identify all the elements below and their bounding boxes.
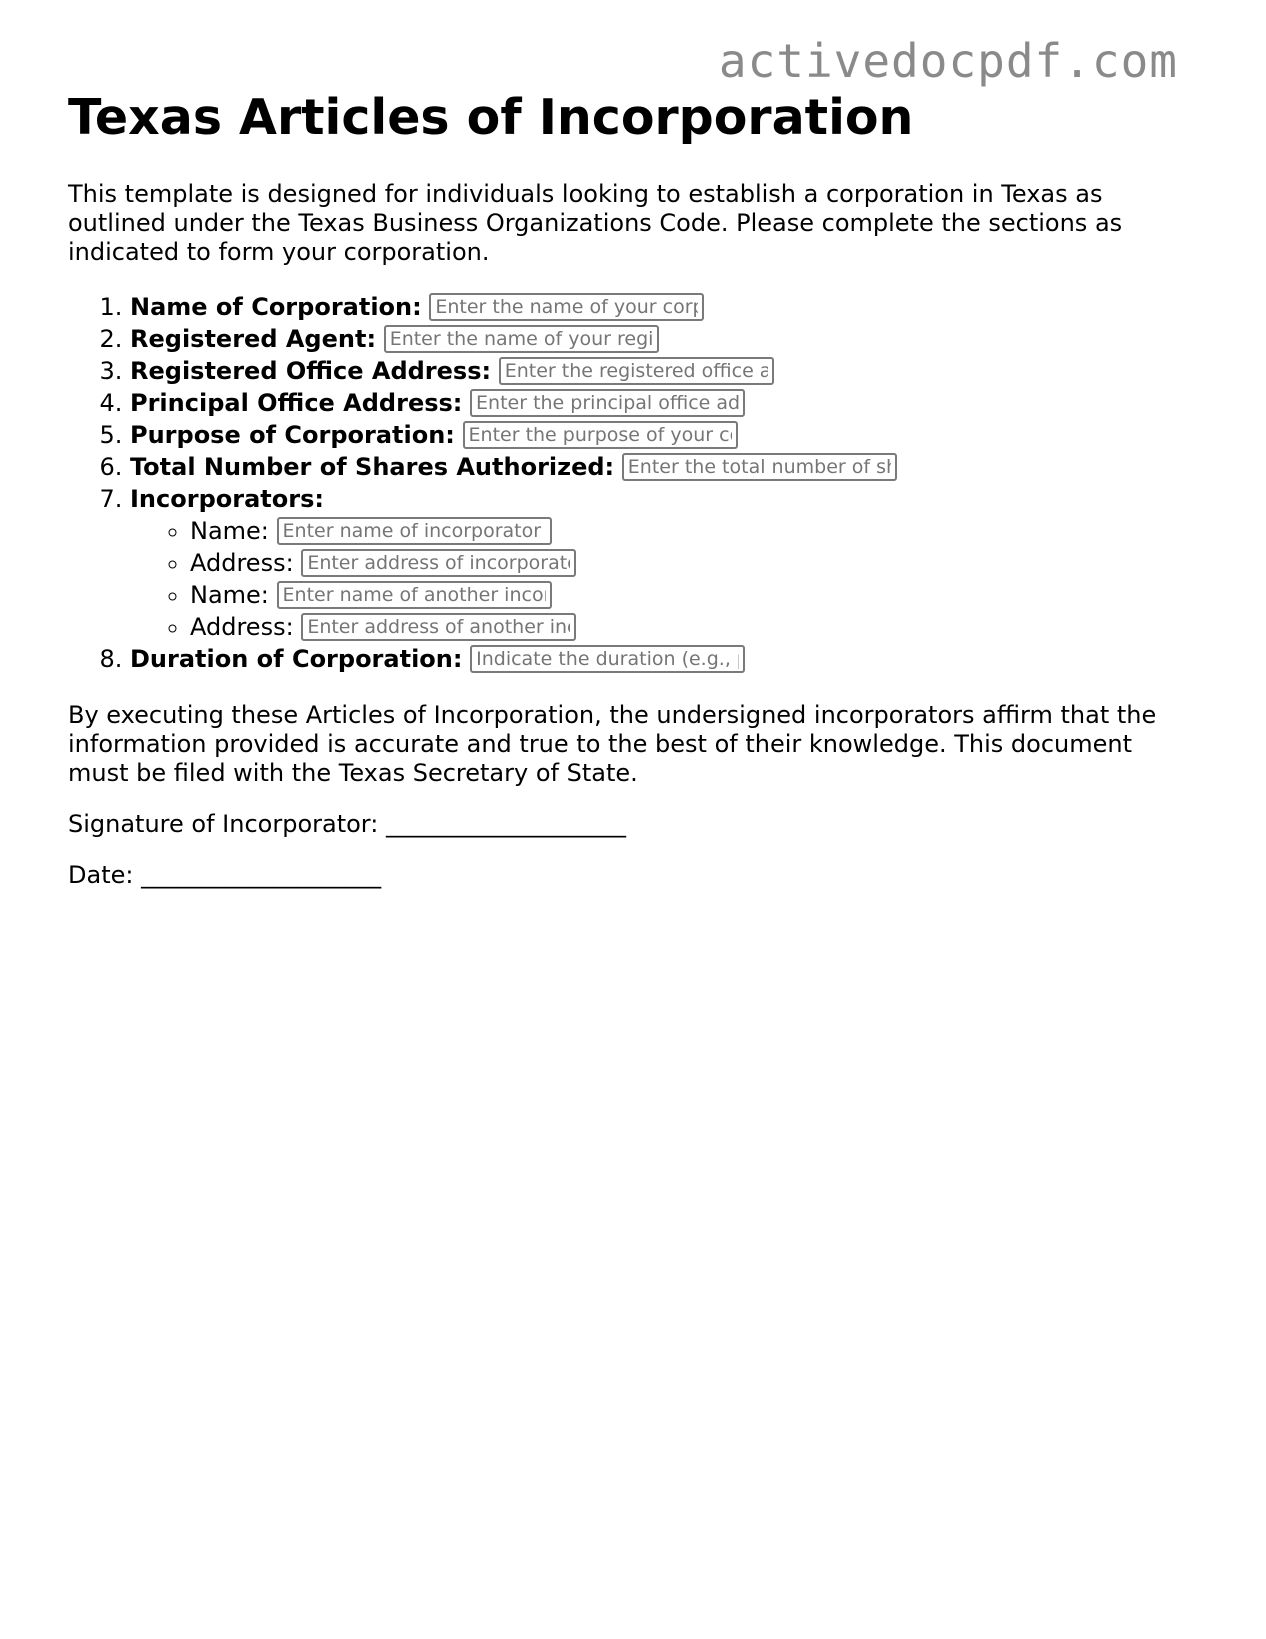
list-item-incorporators <box>130 483 1198 643</box>
list-item-total-shares <box>130 451 1198 483</box>
list-item-principal-office <box>130 387 1198 419</box>
incorporator-2-address-label: Address: <box>190 613 294 641</box>
incorporator-1-name-input[interactable] <box>277 517 552 545</box>
incorporator-2-name-label: Name: <box>190 581 269 609</box>
principal-office-label: Principal Office Address: <box>130 389 463 417</box>
incorporators-list <box>130 515 1198 643</box>
incorporator-1-address-label: Address: <box>190 549 294 577</box>
closing-paragraph: By executing these Articles of Incorporation, the undersigned incorporators affirm that the information provided is accurate and true to the best of their knowledge. This document must be filed with the Texas Secretary of State. <box>68 701 1157 787</box>
incorporator-1-address-item <box>190 547 1198 579</box>
name-of-corporation-input[interactable] <box>429 293 704 321</box>
incorporator-1-name-item <box>190 515 1198 547</box>
duration-input[interactable] <box>470 645 745 673</box>
incorporator-1-name-label: Name: <box>190 517 269 545</box>
total-shares-label: Total Number of Shares Authorized: <box>130 453 615 481</box>
registered-agent-input[interactable] <box>384 325 659 353</box>
date-line: Date: ____________________ <box>68 861 382 889</box>
list-item-name-of-corporation <box>130 291 1198 323</box>
list-item-purpose <box>130 419 1198 451</box>
incorporator-2-address-input[interactable] <box>301 613 576 641</box>
signature-line: Signature of Incorporator: ____________________ <box>68 810 626 838</box>
name-of-corporation-label: Name of Corporation: <box>130 293 422 321</box>
principal-office-input[interactable] <box>470 389 745 417</box>
list-item-registered-agent <box>130 323 1198 355</box>
total-shares-input[interactable] <box>622 453 897 481</box>
incorporator-2-name-item <box>190 579 1198 611</box>
list-item-duration <box>130 643 1198 675</box>
incorporator-1-address-input[interactable] <box>301 549 576 577</box>
duration-label: Duration of Corporation: <box>130 645 463 673</box>
watermark: activedocpdf.com <box>718 34 1178 88</box>
purpose-input[interactable] <box>463 421 738 449</box>
purpose-label: Purpose of Corporation: <box>130 421 455 449</box>
document-page <box>68 86 1198 890</box>
fields-list <box>68 291 1198 675</box>
registered-office-input[interactable] <box>499 357 774 385</box>
page-title: Texas Articles of Incorporation <box>68 89 914 146</box>
list-item-registered-office <box>130 355 1198 387</box>
incorporator-2-address-item <box>190 611 1198 643</box>
registered-office-label: Registered Office Address: <box>130 357 492 385</box>
incorporator-2-name-input[interactable] <box>277 581 552 609</box>
intro-paragraph: This template is designed for individuals looking to establish a corporation in Texas as outlined under the Texas Business Organizations Code. Please complete the sections as indicated to form your corporation. <box>68 180 1123 266</box>
registered-agent-label: Registered Agent: <box>130 325 377 353</box>
incorporators-label: Incorporators: <box>130 485 324 513</box>
